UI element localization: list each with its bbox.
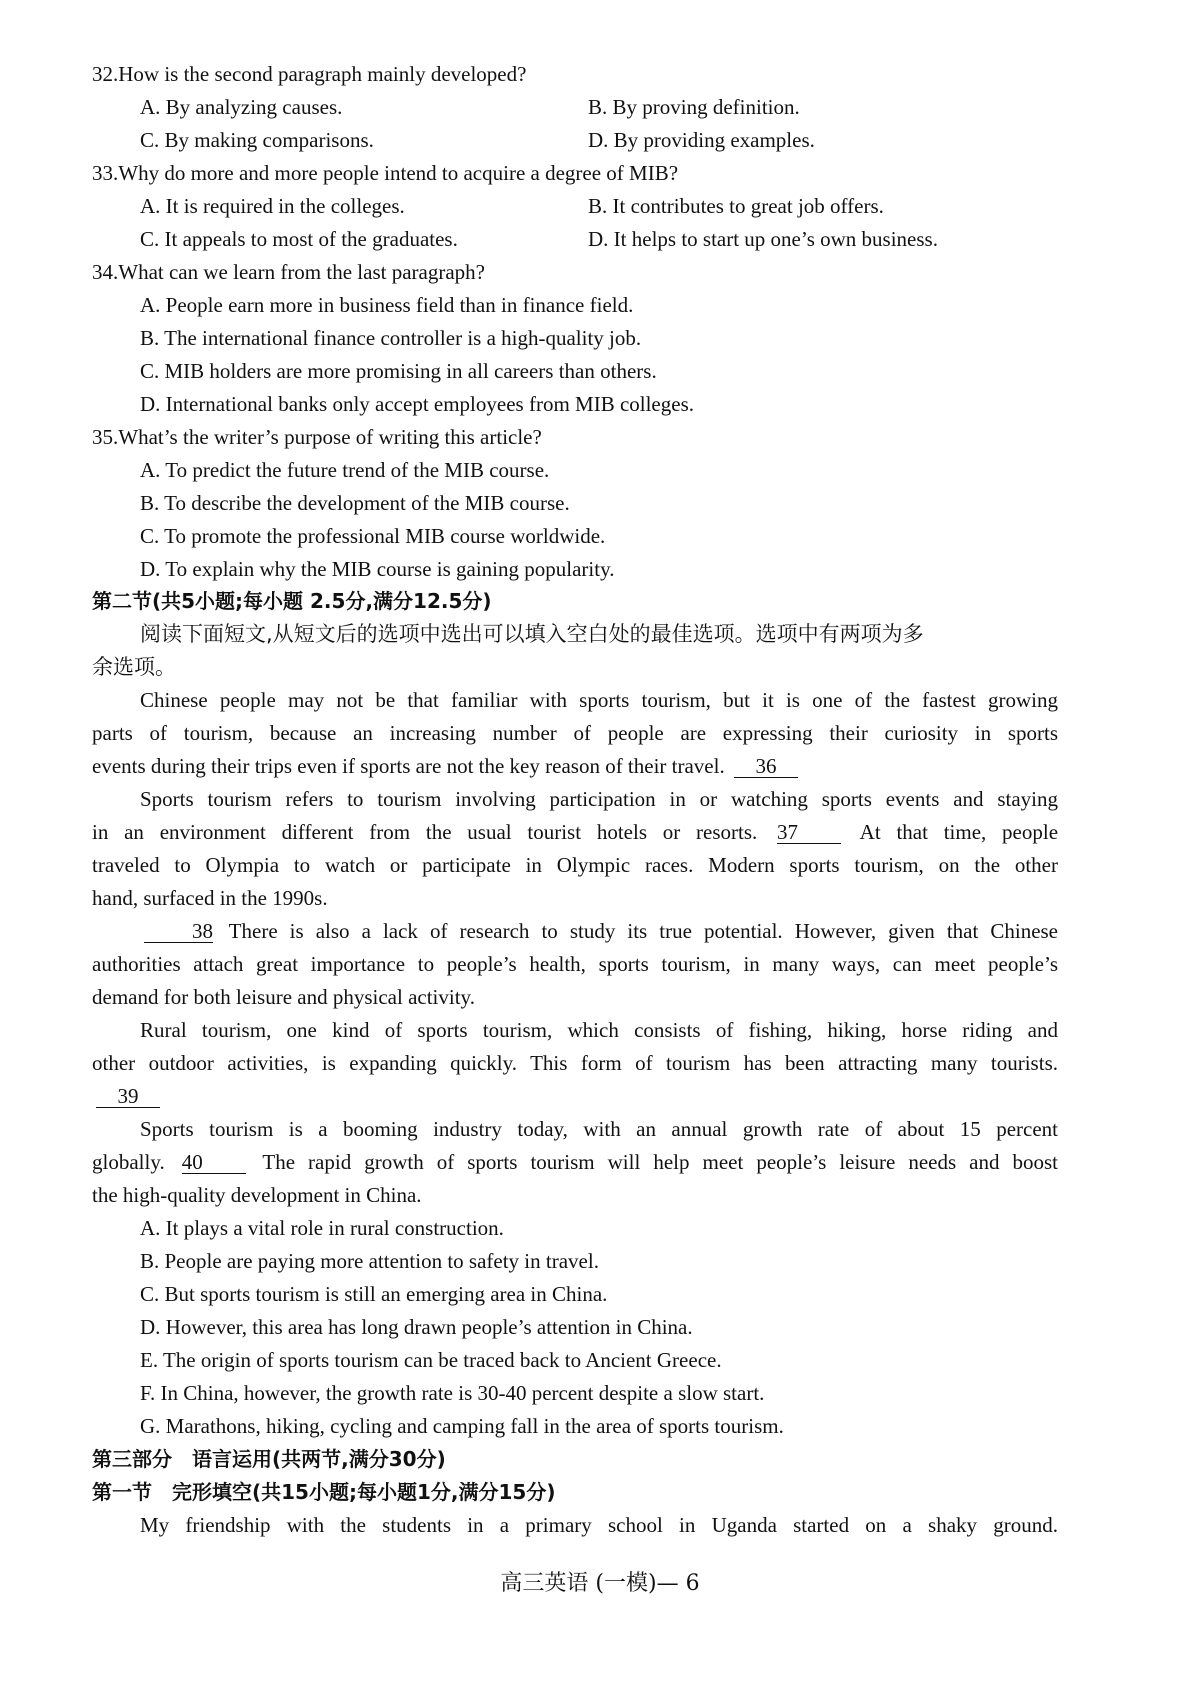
questions-32-35	[92, 58, 1058, 586]
passage-line: other outdoor activities, is expanding quickly. This form of tourism has been attracting many tourists.	[92, 1051, 1058, 1075]
passage-line	[92, 1080, 1058, 1113]
option: D. It helps to start up one’s own business.	[588, 227, 938, 251]
option-d: D. However, this area has long drawn people’s attention in China.	[140, 1315, 693, 1339]
section-2-heading: 第二节(共5小题;每小题 2.5分,满分12.5分)	[92, 589, 492, 613]
option: D. To explain why the MIB course is gaining popularity.	[140, 557, 615, 581]
part-3-sub-heading: 第一节 完形填空(共15小题;每小题1分,满分15分)	[92, 1480, 556, 1504]
passage-line: parts of tourism, because an increasing number of people are expressing their curiosity in sports	[92, 721, 1058, 745]
section-2	[92, 585, 1058, 1542]
option: B. The international finance controller is a high-quality job.	[140, 326, 642, 350]
option: C. By making comparisons.	[140, 128, 374, 152]
question-32-options-row-2	[92, 124, 1058, 157]
question-32-options-row-1	[92, 91, 1058, 124]
passage-line: demand for both leisure and physical activity.	[92, 985, 475, 1009]
option: A. It is required in the colleges.	[140, 194, 405, 218]
page-footer: 高三英语 (一模)— 6	[500, 1571, 700, 1596]
passage-line: Chinese people may not be that familiar with sports tourism, but it is one of the fastest growing	[140, 688, 1058, 712]
option-e: E. The origin of sports tourism can be traced back to Ancient Greece.	[140, 1348, 722, 1372]
option: B. It contributes to great job offers.	[588, 194, 884, 218]
passage-line	[92, 1146, 1058, 1179]
passage-line: Sports tourism is a booming industry today, with an annual growth rate of about 15 percent	[140, 1117, 1058, 1141]
passage-line	[92, 915, 1058, 948]
blank-40[interactable]: 40	[182, 1151, 246, 1174]
option: C. It appeals to most of the graduates.	[140, 227, 458, 251]
passage-line: traveled to Olympia to watch or participate in Olympic races. Modern sports tourism, on the other	[92, 853, 1058, 877]
option-g: G. Marathons, hiking, cycling and camping fall in the area of sports tourism.	[140, 1414, 784, 1438]
blank-39[interactable]: 39	[96, 1085, 160, 1108]
part-3-heading: 第三部分 语言运用(共两节,满分30分)	[92, 1447, 446, 1471]
question-33-options-row-1	[92, 190, 1058, 223]
section-2-instruction-line-2: 余选项。	[92, 655, 176, 679]
passage-text: There is also a lack of research to study its true potential. However, given that Chinese	[228, 919, 1059, 943]
blank-37[interactable]: 37	[777, 821, 841, 844]
question-33-options-row-2	[92, 223, 1058, 256]
passage-text: in an environment different from the usual tourist hotels or resorts.	[92, 820, 758, 844]
question-33-stem: 33.Why do more and more people intend to acquire a degree of MIB?	[92, 161, 679, 185]
option-f: F. In China, however, the growth rate is 30-40 percent despite a slow start.	[140, 1381, 765, 1405]
passage-line: My friendship with the students in a primary school in Uganda started on a shaky ground.	[140, 1513, 1058, 1537]
question-34-stem: 34.What can we learn from the last paragraph?	[92, 260, 485, 284]
section-2-instruction-line-1: 阅读下面短文,从短文后的选项中选出可以填入空白处的最佳选项。选项中有两项为多	[140, 622, 924, 646]
option: C. To promote the professional MIB course worldwide.	[140, 524, 606, 548]
passage-line	[92, 750, 1058, 783]
option: A. People earn more in business field than in finance field.	[140, 293, 634, 317]
passage-line	[92, 816, 1058, 849]
blank-36[interactable]: 36	[734, 755, 798, 778]
option: D. International banks only accept employees from MIB colleges.	[140, 392, 694, 416]
passage-text: events during their trips even if sports are not the key reason of their travel.	[92, 754, 725, 778]
passage-line: authorities attach great importance to people’s health, sports tourism, in many ways, can meet people’s	[92, 952, 1058, 976]
passage-text: globally.	[92, 1150, 165, 1174]
question-32-stem: 32.How is the second paragraph mainly developed?	[92, 62, 527, 86]
passage-line: Rural tourism, one kind of sports tourism, which consists of fishing, hiking, horse riding and	[140, 1018, 1058, 1042]
passage-line: Sports tourism refers to tourism involving participation in or watching sports events and staying	[140, 787, 1058, 811]
option: C. MIB holders are more promising in all careers than others.	[140, 359, 657, 383]
passage-text: The rapid growth of sports tourism will help meet people’s leisure needs and boost	[262, 1150, 1058, 1174]
blank-38[interactable]: 38	[144, 920, 213, 943]
passage-line: the high-quality development in China.	[92, 1183, 422, 1207]
option: A. By analyzing causes.	[140, 95, 343, 119]
passage-text: At that time, people	[859, 820, 1059, 844]
passage-line: hand, surfaced in the 1990s.	[92, 886, 328, 910]
question-35-stem: 35.What’s the writer’s purpose of writing this article?	[92, 425, 542, 449]
option: A. To predict the future trend of the MIB course.	[140, 458, 550, 482]
option: B. By proving definition.	[588, 95, 800, 119]
option-c: C. But sports tourism is still an emerging area in China.	[140, 1282, 608, 1306]
option-b: B. People are paying more attention to safety in travel.	[140, 1249, 599, 1273]
option: D. By providing examples.	[588, 128, 815, 152]
option: B. To describe the development of the MIB course.	[140, 491, 570, 515]
option-a: A. It plays a vital role in rural construction.	[140, 1216, 504, 1240]
